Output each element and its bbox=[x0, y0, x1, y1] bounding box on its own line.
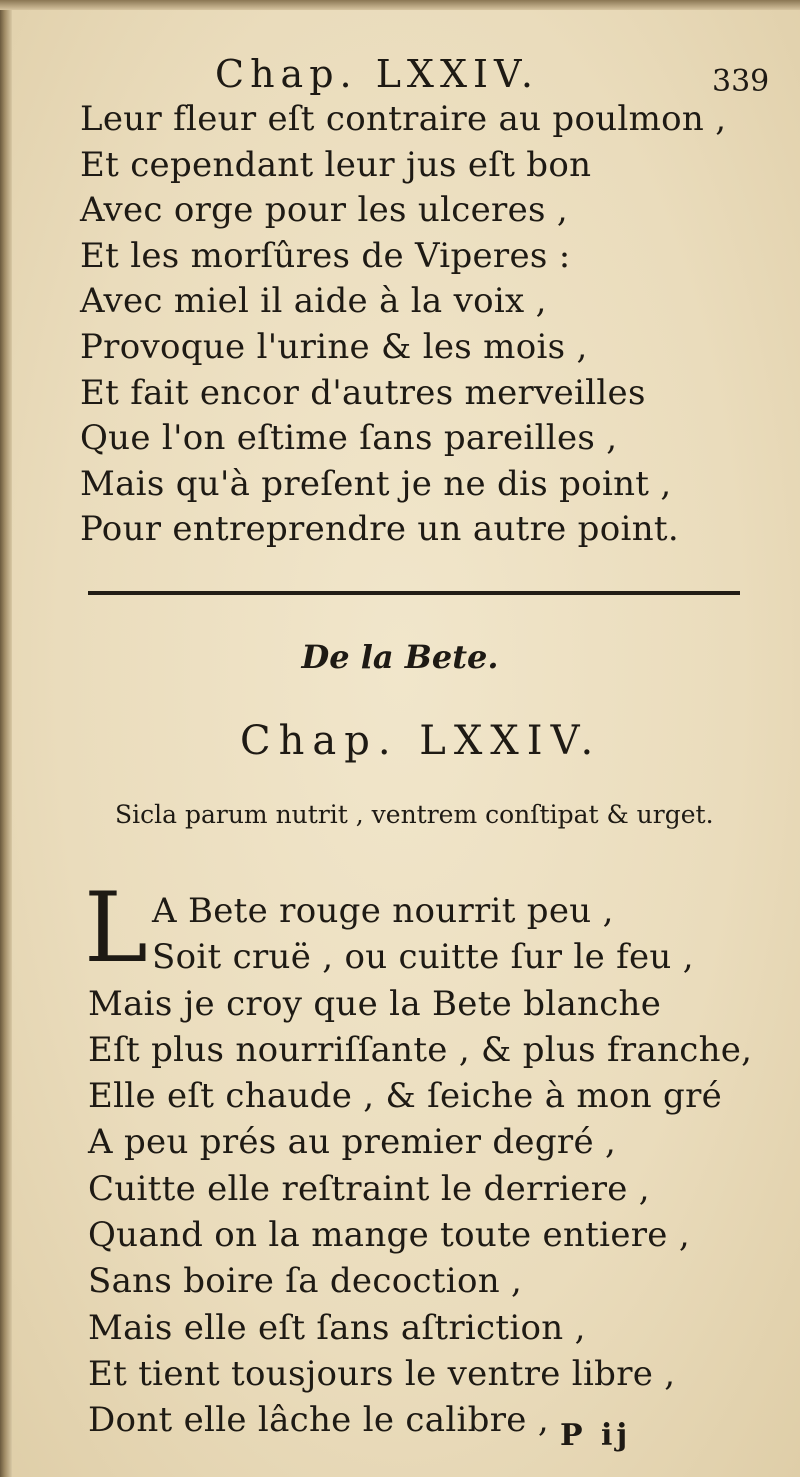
verse-line: Provoque l'urine & les mois , bbox=[80, 326, 588, 367]
signature-mark: P ij bbox=[560, 1418, 632, 1453]
verse-line: Soit cruë , ou cuitte ſur le feu , bbox=[152, 937, 694, 978]
verse-line: Avec miel il aide à la voix , bbox=[80, 281, 547, 322]
verse-block-2 bbox=[88, 888, 753, 1444]
verse-line: Cuitte elle reſtraint le derriere , bbox=[88, 1168, 650, 1209]
section-divider-rule bbox=[88, 591, 740, 595]
section-title: De la Bete. bbox=[301, 638, 499, 676]
verse-line: A peu prés au premier degré , bbox=[88, 1122, 617, 1163]
verse-line: Elle eſt chaude , & ſeiche à mon gré bbox=[88, 1076, 723, 1117]
verse-line: Et fait encor d'autres merveilles bbox=[80, 372, 646, 413]
verse-line: Sans boire ſa decoction , bbox=[88, 1261, 523, 1302]
running-head bbox=[0, 52, 800, 102]
verse-line: Mais qu'à preſent je ne dis point , bbox=[80, 463, 672, 504]
verse-line: Et tient tousjours le ventre libre , bbox=[88, 1353, 676, 1394]
verse-line: Leur fleur eſt contraire au poulmon , bbox=[80, 99, 727, 139]
verse-line: Et cependant leur jus eſt bon bbox=[80, 144, 592, 185]
page-spine-shadow bbox=[0, 0, 12, 1477]
running-head-title: Chap. LXXIV. bbox=[215, 52, 539, 96]
verse-line: Quand on la mange toute entiere , bbox=[88, 1215, 690, 1256]
verse-line: Mais elle eſt ſans aſtriction , bbox=[88, 1307, 586, 1348]
verse-line: Que l'on eſtime ſans pareilles , bbox=[80, 418, 618, 459]
verse-line: Et les morſûres de Viperes : bbox=[80, 235, 571, 276]
latin-epigraph: Sicla parum nutrit , ventrem conſtipat & urget. bbox=[115, 800, 714, 829]
page-number: 339 bbox=[712, 64, 770, 99]
verse-line: Eſt plus nourriſſante , & plus franche, bbox=[88, 1029, 753, 1070]
verse-line: Dont elle lâche le calibre , bbox=[88, 1400, 549, 1441]
page-top-edge bbox=[0, 0, 800, 10]
verse-line: Mais je croy que la Bete blanche bbox=[88, 983, 662, 1024]
chapter-heading: Chap. LXXIV. bbox=[240, 718, 602, 764]
verse-line: Avec orge pour les ulceres , bbox=[80, 190, 568, 231]
verse-line: A Bete rouge nourrit peu , bbox=[152, 891, 614, 931]
verse-block-1 bbox=[80, 97, 740, 553]
drop-cap: L bbox=[84, 872, 148, 984]
verse-line: Pour entreprendre un autre point. bbox=[80, 509, 679, 550]
